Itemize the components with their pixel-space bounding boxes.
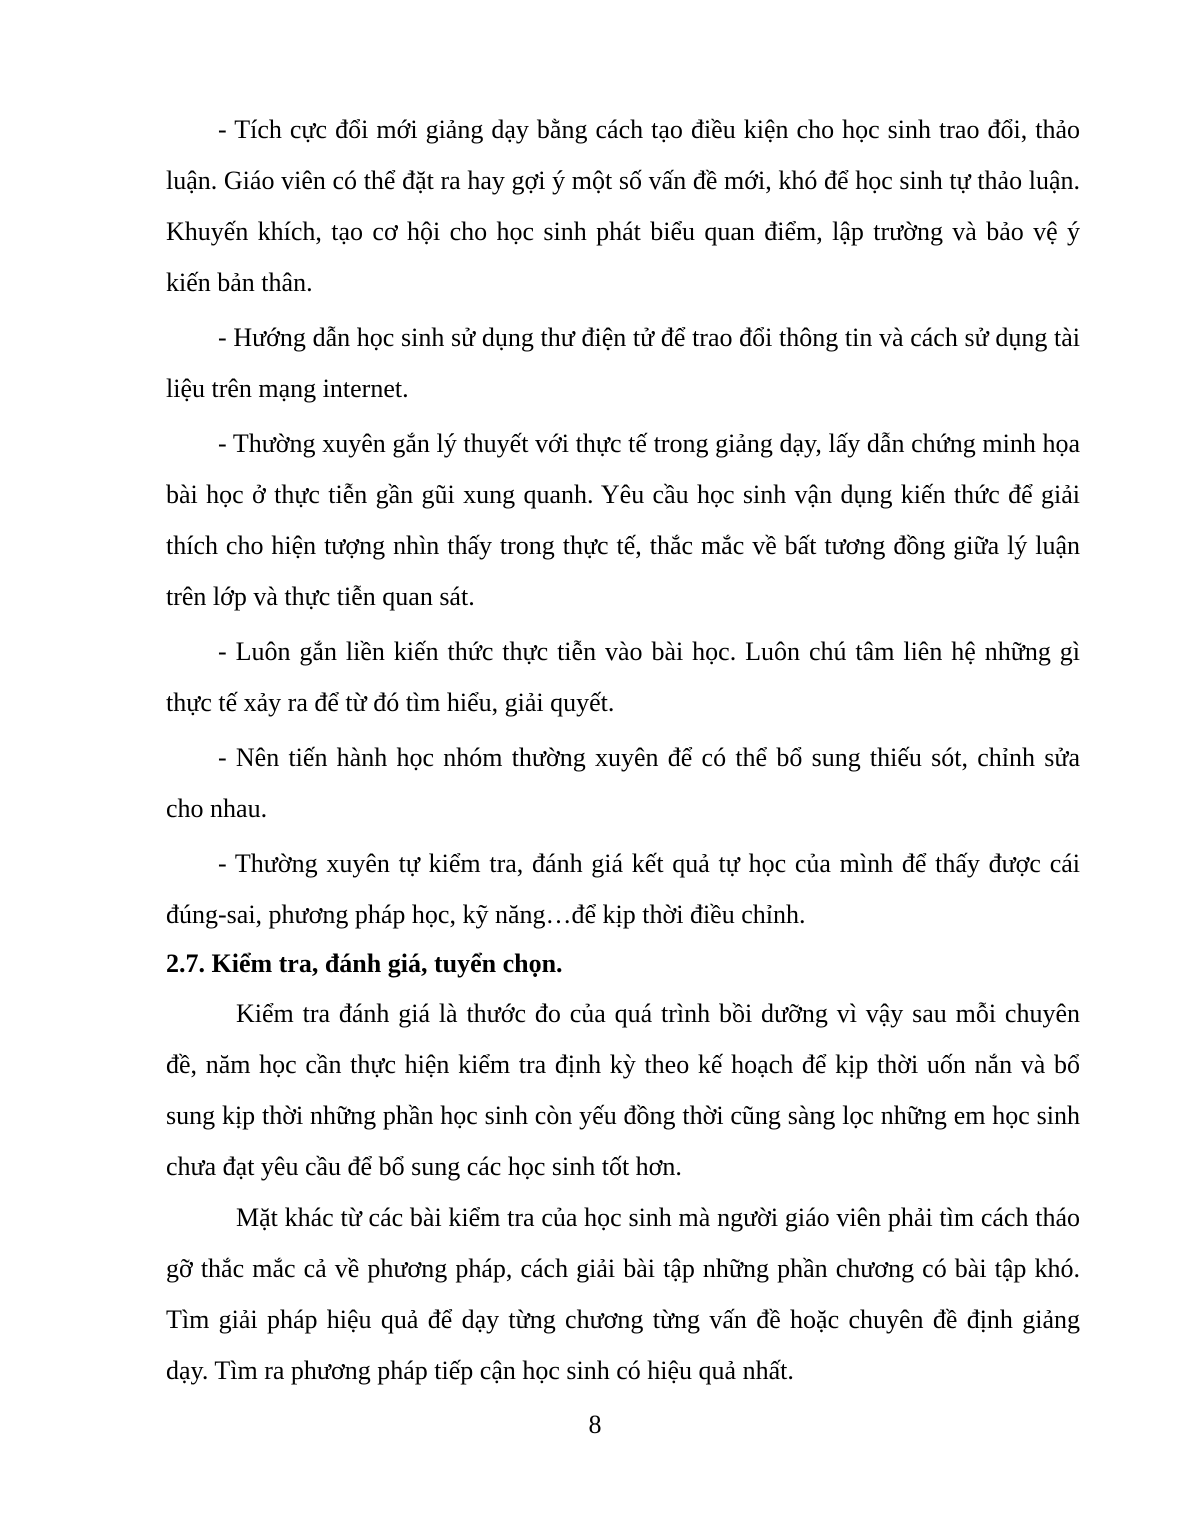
paragraph-evaluation: Kiểm tra đánh giá là thước đo của quá trình bồi dưỡng vì vậy sau mỗi chuyên đề, năm học cần thực hiện kiểm tra định kỳ theo kế hoạch để kịp thời uốn nắn và bổ sung kịp thời những phần học sinh còn yếu đồng thời cũng sàng lọc những em học sinh chưa đạt yêu cầu để bổ sung các học sinh tốt hơn.	[166, 999, 1080, 1181]
paragraph-theory-practice: - Thường xuyên gắn lý thuyết với thực tế trong giảng dạy, lấy dẫn chứng minh họa bài học ở thực tiễn gần gũi xung quanh. Yêu cầu học sinh vận dụng kiến thức để giải thích cho hiện tượng nhìn thấy trong thực tế, thắc mắc về bất tương đồng giữa lý luận trên lớp và thực tiễn quan sát.	[166, 429, 1080, 611]
paragraph-practical-knowledge: - Luôn gắn liền kiến thức thực tiễn vào bài học. Luôn chú tâm liên hệ những gì thực tế xảy ra để từ đó tìm hiểu, giải quyết.	[166, 637, 1080, 717]
page-number: 8	[588, 1410, 602, 1439]
paragraph-email-internet: - Hướng dẫn học sinh sử dụng thư điện tử để trao đổi thông tin và cách sử dụng tài liệu trên mạng internet.	[166, 323, 1080, 403]
section-heading: 2.7. Kiểm tra, đánh giá, tuyển chọn.	[166, 949, 563, 978]
paragraph-group-study: - Nên tiến hành học nhóm thường xuyên để có thể bổ sung thiếu sót, chỉnh sửa cho nhau.	[166, 743, 1080, 823]
document-body	[166, 104, 1080, 1396]
paragraph-solutions: Mặt khác từ các bài kiểm tra của học sinh mà người giáo viên phải tìm cách tháo gỡ thắc mắc cả về phương pháp, cách giải bài tập những phần chương có bài tập khó. Tìm giải pháp hiệu quả để dạy từng chương từng vấn đề hoặc chuyên đề định giảng dạy. Tìm ra phương pháp tiếp cận học sinh có hiệu quả nhất.	[166, 1203, 1080, 1385]
paragraph-discussion: - Tích cực đổi mới giảng dạy bằng cách tạo điều kiện cho học sinh trao đổi, thảo luận. Giáo viên có thể đặt ra hay gợi ý một số vấn đề mới, khó để học sinh tự thảo luận. Khuyến khích, tạo cơ hội cho học sinh phát biểu quan điểm, lập trường và bảo vệ ý kiến bản thân.	[166, 115, 1080, 297]
paragraph-self-assessment: - Thường xuyên tự kiểm tra, đánh giá kết quả tự học của mình để thấy được cái đúng-sai, phương pháp học, kỹ năng…để kịp thời điều chỉnh.	[166, 849, 1080, 929]
